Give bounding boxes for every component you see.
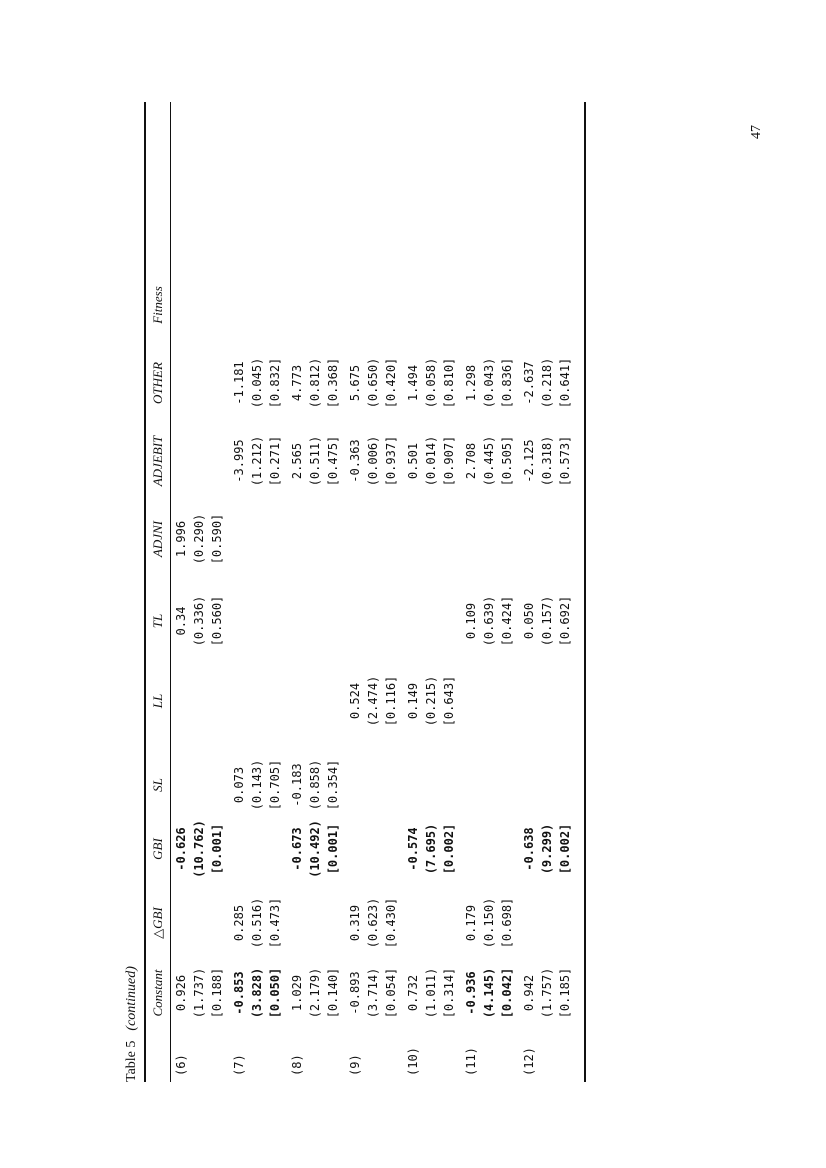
model-row [230,102,287,1082]
cell-coef: -2.637 [522,361,536,405]
cell-other [520,348,577,418]
cell-coef: 0.149 [406,682,420,720]
cell-constant [404,958,461,1028]
cell-delta-gbi [462,888,519,958]
cell-pvalue: [0.140] [326,967,340,1019]
cell-coef: -0.673 [290,827,304,871]
cell-constant [230,958,287,1028]
cell-stat: (7.695) [424,823,438,875]
cell-coef: 2.565 [290,442,304,480]
cell-stat: (0.639) [482,595,496,647]
cell-pvalue: [0.314] [442,967,456,1019]
header-rule [170,102,171,1082]
model-label: (11) [464,1047,478,1076]
cell-stat: (0.045) [250,357,264,409]
cell-coef: -0.853 [232,971,246,1015]
cell-stat: (0.218) [540,357,554,409]
table-caption-note: (continued) [124,966,139,1031]
cell-stat: (0.143) [250,759,264,811]
column-headers [146,102,170,1082]
table-5-rotated [122,102,592,1082]
cell-coef: 0.050 [522,602,536,640]
cell-coef: 0.524 [348,682,362,720]
cell-stat: (0.516) [250,897,264,949]
table-caption [122,966,142,1082]
cell-coef: 0.285 [232,904,246,942]
header-adjebit: ADJEBIT [150,435,165,487]
cell-coef: -3.995 [232,439,246,483]
model-label: (9) [348,1054,362,1076]
cell-stat: (2.474) [366,675,380,727]
cell-stat: (1.212) [250,435,264,487]
cell-adjebit [404,426,461,496]
header-fitness: Fitness [150,286,165,324]
cell-adjebit [288,426,345,496]
model-row [172,102,229,1082]
cell-pvalue: [0.424] [500,595,514,647]
cell-stat: (3.714) [366,967,380,1019]
cell-coef: 0.319 [348,904,362,942]
cell-adjebit [462,426,519,496]
cell-ll [346,666,403,736]
cell-coef: -0.638 [522,827,536,871]
cell-coef: 0.926 [174,974,188,1012]
header-adjni: ADJNI [150,520,165,558]
cell-pvalue: [0.002] [442,823,456,875]
cell-pvalue: [0.643] [442,675,456,727]
cell-coef: 0.501 [406,442,420,480]
cell-pvalue: [0.573] [558,435,572,487]
table-caption-label: Table 5 [124,1040,139,1082]
cell-stat: (0.150) [482,897,496,949]
cell-coef: 0.073 [232,766,246,804]
cell-coef: 1.996 [174,520,188,558]
cell-pvalue: [0.271] [268,435,282,487]
cell-gbi [520,814,577,884]
cell-pvalue: [0.475] [326,435,340,487]
header-gbi: GBI [150,838,165,860]
cell-adjni [172,504,229,574]
cell-sl [230,750,287,820]
cell-stat: (0.511) [308,435,322,487]
cell-adjebit [346,426,403,496]
cell-pvalue: [0.505] [500,435,514,487]
cell-tl [462,586,519,656]
cell-coef: -0.363 [348,439,362,483]
cell-pvalue: [0.050] [268,967,282,1019]
tl-adjni-underline [170,470,171,574]
cell-pvalue: [0.560] [210,595,224,647]
cell-constant [346,958,403,1028]
cell-pvalue: [0.430] [384,897,398,949]
cell-constant [172,958,229,1028]
cell-coef: 1.298 [464,364,478,402]
cell-pvalue: [0.054] [384,967,398,1019]
cell-coef: -0.574 [406,827,420,871]
cell-stat: (1.011) [424,967,438,1019]
cell-coef: 0.34 [174,606,188,636]
cell-pvalue: [0.420] [384,357,398,409]
model-row [346,102,403,1082]
cell-other [346,348,403,418]
cell-stat: (0.445) [482,435,496,487]
cell-coef: 1.029 [290,974,304,1012]
model-row [404,102,461,1082]
cell-pvalue: [0.641] [558,357,572,409]
cell-pvalue: [0.188] [210,967,224,1019]
cell-other [462,348,519,418]
cell-stat: (2.179) [308,967,322,1019]
cell-gbi [172,814,229,884]
cell-stat: (10.762) [192,820,206,878]
cell-adjebit [230,426,287,496]
cell-pvalue: [0.368] [326,357,340,409]
cell-pvalue: [0.354] [326,759,340,811]
cell-pvalue: [0.692] [558,595,572,647]
cell-pvalue: [0.836] [500,357,514,409]
cell-other [288,348,345,418]
cell-coef: -2.125 [522,439,536,483]
cell-coef: -0.183 [290,763,304,807]
cell-stat: (0.014) [424,435,438,487]
cell-adjebit [520,426,577,496]
cell-stat: (0.043) [482,357,496,409]
model-row [288,102,345,1082]
header-ll: LL [150,693,165,709]
cell-tl [172,586,229,656]
cell-pvalue: [0.590] [210,513,224,565]
model-row [520,102,577,1082]
header-constant: Constant [150,969,165,1017]
cell-pvalue: [0.937] [384,435,398,487]
header-delta-gbi: △GBI [150,907,165,939]
cell-sl [288,750,345,820]
cell-coef: 0.179 [464,904,478,942]
model-label: (10) [406,1047,420,1076]
cell-stat: (9.299) [540,823,554,875]
header-tl: TL [150,613,165,629]
cell-stat: (1.757) [540,967,554,1019]
cell-coef: -0.626 [174,827,188,871]
cell-stat: (0.058) [424,357,438,409]
cell-stat: (0.623) [366,897,380,949]
cell-stat: (0.006) [366,435,380,487]
table-body [172,102,584,1082]
cell-constant [462,958,519,1028]
cell-pvalue: [0.002] [558,823,572,875]
cell-coef: 1.494 [406,364,420,402]
cell-delta-gbi [346,888,403,958]
cell-delta-gbi [230,888,287,958]
header-sl: SL [150,778,165,792]
cell-constant [288,958,345,1028]
cell-pvalue: [0.042] [500,967,514,1019]
cell-coef: 2.708 [464,442,478,480]
cell-coef: -1.181 [232,361,246,405]
cell-stat: (0.858) [308,759,322,811]
cell-pvalue: [0.001] [210,823,224,875]
cell-stat: (0.812) [308,357,322,409]
cell-coef: 0.109 [464,602,478,640]
cell-coef: 4.773 [290,364,304,402]
cell-coef: -0.936 [464,971,478,1015]
cell-stat: (0.336) [192,595,206,647]
cell-pvalue: [0.001] [326,823,340,875]
cell-stat: (10.492) [308,820,322,878]
cell-stat: (4.145) [482,967,496,1019]
cell-coef: 0.732 [406,974,420,1012]
model-label: (12) [522,1047,536,1076]
cell-stat: (0.318) [540,435,554,487]
cell-pvalue: [0.698] [500,897,514,949]
cell-other [404,348,461,418]
cell-pvalue: [0.116] [384,675,398,727]
cell-constant [520,958,577,1028]
cell-stat: (0.290) [192,513,206,565]
cell-gbi [404,814,461,884]
cell-pvalue: [0.832] [268,357,282,409]
cell-stat: (1.737) [192,967,206,1019]
cell-pvalue: [0.810] [442,357,456,409]
cell-stat: (3.828) [250,967,264,1019]
cell-other [230,348,287,418]
bottom-rule [584,102,586,1082]
cell-coef: -0.893 [348,971,362,1015]
cell-pvalue: [0.473] [268,897,282,949]
cell-pvalue: [0.185] [558,967,572,1019]
model-label: (6) [174,1054,188,1076]
header-other: OTHER [150,362,165,404]
model-row [462,102,519,1082]
cell-gbi [288,814,345,884]
cell-stat: (0.215) [424,675,438,727]
cell-coef: 5.675 [348,364,362,402]
model-label: (7) [232,1054,246,1076]
cell-stat: (0.650) [366,357,380,409]
cell-coef: 0.942 [522,974,536,1012]
cell-tl [520,586,577,656]
cell-pvalue: [0.907] [442,435,456,487]
page-number: 47 [749,125,764,139]
model-label: (8) [290,1054,304,1076]
cell-ll [404,666,461,736]
cell-pvalue: [0.705] [268,759,282,811]
cell-stat: (0.157) [540,595,554,647]
